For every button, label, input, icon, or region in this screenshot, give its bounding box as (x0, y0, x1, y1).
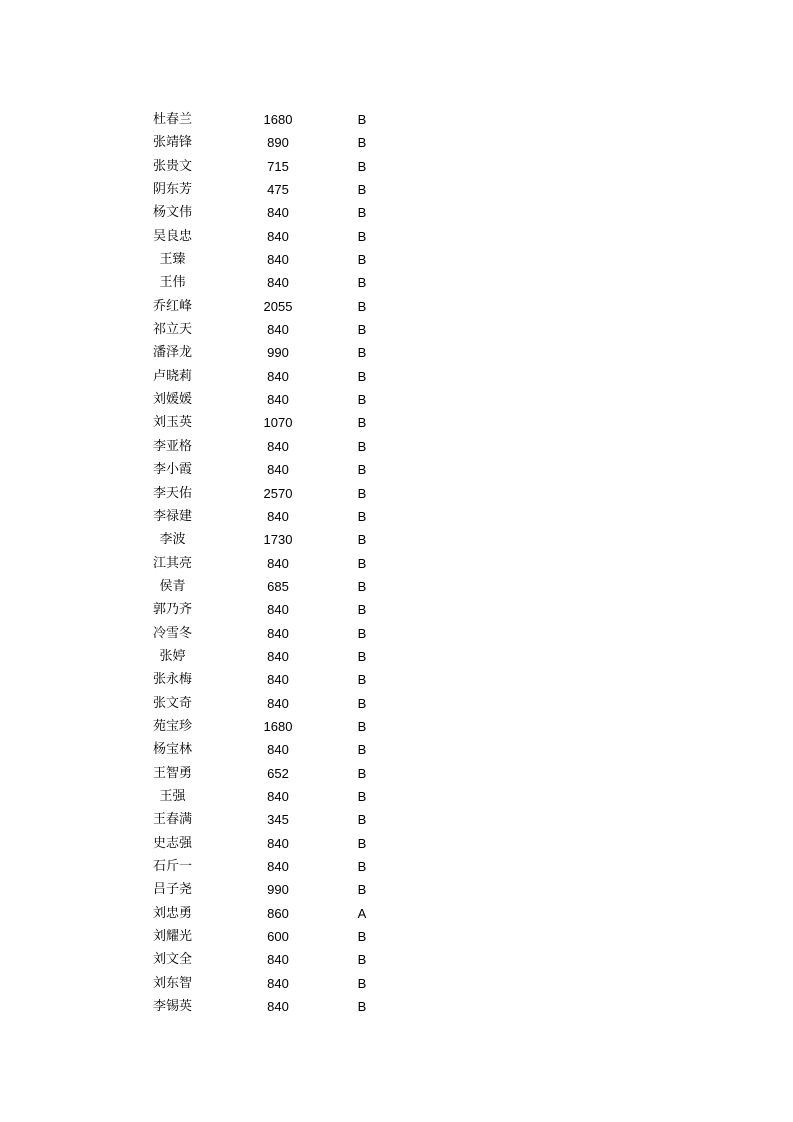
table-row (0, 552, 793, 575)
amount-cell: 840 (267, 508, 289, 524)
name-cell: 刘忠勇 (152, 905, 192, 921)
grade-cell: B (357, 205, 367, 221)
table-row (0, 762, 793, 785)
amount-cell: 1730 (263, 532, 293, 548)
name-cell: 张文奇 (152, 695, 192, 711)
table-row (0, 645, 793, 668)
name-cell: 王臻 (159, 252, 186, 268)
name-cell: 李小霞 (152, 462, 192, 478)
table-row (0, 411, 793, 434)
amount-cell: 2570 (263, 485, 293, 501)
amount-cell: 840 (267, 835, 289, 851)
name-cell: 刘文全 (152, 952, 192, 968)
table-row (0, 225, 793, 248)
grade-cell: A (357, 905, 367, 921)
table-row (0, 995, 793, 1018)
amount-cell: 840 (267, 602, 289, 618)
amount-cell: 840 (267, 368, 289, 384)
name-cell: 刘玉英 (152, 415, 192, 431)
amount-cell: 890 (267, 135, 289, 151)
amount-cell: 685 (267, 578, 289, 594)
name-cell: 杜春兰 (152, 112, 192, 127)
grade-cell: B (357, 508, 367, 524)
amount-cell: 860 (267, 905, 289, 921)
table-row (0, 668, 793, 691)
amount-cell: 990 (267, 882, 289, 898)
name-cell: 王强 (159, 788, 186, 804)
name-cell: 张靖锋 (152, 135, 192, 151)
name-cell: 李锡英 (152, 999, 192, 1015)
amount-cell: 840 (267, 625, 289, 641)
amount-cell: 840 (267, 392, 289, 408)
amount-cell: 600 (267, 929, 289, 945)
amount-cell: 1680 (263, 112, 293, 127)
amount-cell: 1680 (263, 718, 293, 734)
table-row (0, 201, 793, 224)
grade-cell: B (357, 112, 367, 127)
name-cell: 卢晓莉 (152, 368, 192, 384)
table-row (0, 785, 793, 808)
grade-cell: B (357, 602, 367, 618)
amount-cell: 1070 (263, 415, 293, 431)
name-cell: 郭乃齐 (152, 602, 192, 618)
table-row (0, 528, 793, 551)
table-row (0, 295, 793, 318)
grade-cell: B (357, 532, 367, 548)
table-row (0, 482, 793, 505)
grade-cell: B (357, 929, 367, 945)
name-cell: 张贵文 (152, 158, 192, 174)
table-row (0, 808, 793, 831)
table-row (0, 622, 793, 645)
table-row (0, 855, 793, 878)
amount-cell: 840 (267, 205, 289, 221)
grade-cell: B (357, 322, 367, 338)
grade-cell: B (357, 975, 367, 991)
name-cell: 王智勇 (152, 765, 192, 781)
grade-cell: B (357, 859, 367, 874)
name-cell: 张永梅 (152, 672, 192, 688)
grade-cell: B (357, 672, 367, 688)
amount-cell: 840 (267, 275, 289, 291)
table-row (0, 948, 793, 971)
amount-cell: 840 (267, 322, 289, 338)
name-cell: 李天佑 (152, 485, 192, 501)
name-cell: 祁立天 (152, 322, 192, 338)
amount-cell: 840 (267, 438, 289, 454)
grade-cell: B (357, 765, 367, 781)
grade-cell: B (357, 158, 367, 174)
name-cell: 杨宝林 (152, 742, 192, 758)
name-cell: 刘媛媛 (152, 392, 192, 408)
amount-cell: 840 (267, 999, 289, 1015)
amount-cell: 840 (267, 788, 289, 804)
amount-cell: 840 (267, 672, 289, 688)
name-cell: 刘东智 (152, 975, 192, 991)
amount-cell: 345 (267, 812, 289, 828)
grade-cell: B (357, 952, 367, 968)
name-cell: 吕子尧 (152, 882, 192, 898)
table-row (0, 458, 793, 481)
name-cell: 江其亮 (152, 555, 192, 571)
amount-cell: 840 (267, 742, 289, 758)
table-row (0, 878, 793, 901)
grade-cell: B (357, 182, 367, 198)
table-row (0, 925, 793, 948)
table-row (0, 318, 793, 341)
table-row (0, 435, 793, 458)
grade-cell: B (357, 345, 367, 361)
name-cell: 阴东芳 (152, 182, 192, 198)
table-row (0, 271, 793, 294)
name-cell: 冷雪冬 (152, 625, 192, 641)
grade-cell: B (357, 555, 367, 571)
amount-cell: 840 (267, 648, 289, 664)
table-row (0, 178, 793, 201)
table-row (0, 505, 793, 528)
name-cell: 张婷 (159, 648, 186, 664)
name-cell: 王伟 (159, 275, 186, 291)
name-cell: 乔红峰 (152, 298, 192, 314)
table-row (0, 598, 793, 621)
grade-cell: B (357, 485, 367, 501)
table-row (0, 738, 793, 761)
grade-cell: B (357, 275, 367, 291)
grade-cell: B (357, 135, 367, 151)
amount-cell: 715 (267, 158, 289, 174)
amount-cell: 840 (267, 228, 289, 244)
table-row (0, 388, 793, 411)
table-row (0, 715, 793, 738)
table-row (0, 575, 793, 598)
table-row (0, 692, 793, 715)
table-row (0, 108, 793, 131)
name-cell: 吴良忠 (152, 228, 192, 244)
grade-cell: B (357, 368, 367, 384)
grade-cell: B (357, 788, 367, 804)
grade-cell: B (357, 392, 367, 408)
amount-cell: 840 (267, 252, 289, 268)
name-cell: 李波 (159, 532, 186, 548)
data-table (0, 108, 793, 1018)
grade-cell: B (357, 625, 367, 641)
amount-cell: 840 (267, 695, 289, 711)
amount-cell: 840 (267, 952, 289, 968)
amount-cell: 2055 (263, 298, 293, 314)
name-cell: 潘泽龙 (152, 345, 192, 361)
amount-cell: 652 (267, 765, 289, 781)
grade-cell: B (357, 415, 367, 431)
grade-cell: B (357, 812, 367, 828)
name-cell: 刘耀光 (152, 929, 192, 945)
table-row (0, 248, 793, 271)
name-cell: 苑宝珍 (152, 718, 192, 734)
name-cell: 李亚格 (152, 438, 192, 454)
amount-cell: 475 (267, 182, 289, 198)
grade-cell: B (357, 742, 367, 758)
amount-cell: 840 (267, 555, 289, 571)
table-row (0, 155, 793, 178)
table-row (0, 341, 793, 364)
amount-cell: 840 (267, 975, 289, 991)
name-cell: 杨文伟 (152, 205, 192, 221)
grade-cell: B (357, 252, 367, 268)
grade-cell: B (357, 882, 367, 898)
amount-cell: 990 (267, 345, 289, 361)
name-cell: 李禄建 (152, 508, 192, 524)
table-row (0, 365, 793, 388)
grade-cell: B (357, 298, 367, 314)
grade-cell: B (357, 695, 367, 711)
grade-cell: B (357, 999, 367, 1015)
grade-cell: B (357, 648, 367, 664)
name-cell: 王春满 (152, 812, 192, 828)
grade-cell: B (357, 462, 367, 478)
table-row (0, 131, 793, 154)
grade-cell: B (357, 438, 367, 454)
name-cell: 石斤一 (152, 859, 192, 874)
amount-cell: 840 (267, 859, 289, 874)
table-row (0, 902, 793, 925)
grade-cell: B (357, 835, 367, 851)
table-row (0, 832, 793, 855)
amount-cell: 840 (267, 462, 289, 478)
name-cell: 史志强 (152, 835, 192, 851)
grade-cell: B (357, 718, 367, 734)
table-row (0, 972, 793, 995)
grade-cell: B (357, 578, 367, 594)
grade-cell: B (357, 228, 367, 244)
name-cell: 侯青 (159, 578, 186, 594)
